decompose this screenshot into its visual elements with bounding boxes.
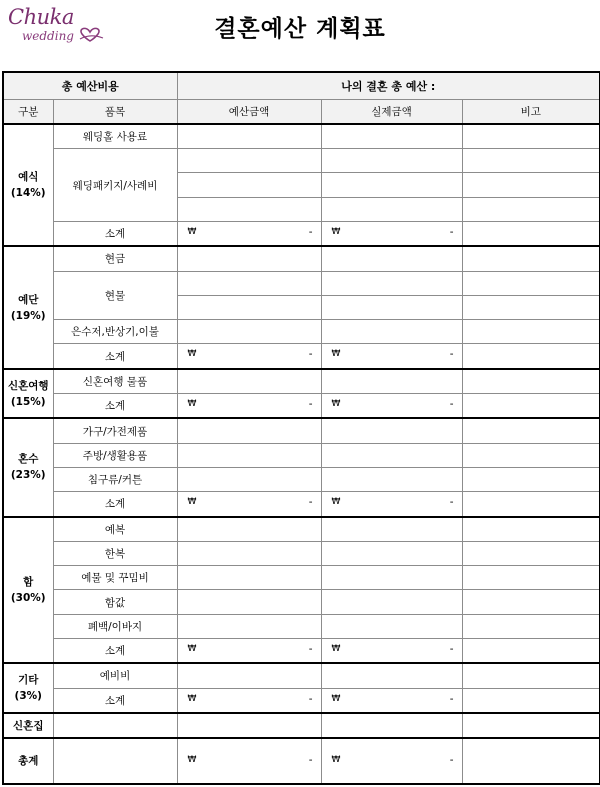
budget-table (2, 71, 600, 785)
actual-cell[interactable] (321, 467, 462, 491)
category-wedding-hall (3, 124, 53, 246)
amount-value: - (308, 225, 313, 238)
won-symbol: ₩ (187, 693, 197, 704)
amount-value: - (308, 348, 313, 361)
actual-cell[interactable] (321, 541, 462, 565)
note-cell[interactable] (462, 688, 600, 713)
budget-subtotal-cell[interactable] (177, 639, 321, 664)
won-symbol: ₩ (331, 693, 341, 704)
actual-cell[interactable] (321, 320, 462, 344)
budget-subtotal-cell[interactable] (177, 221, 321, 246)
note-cell[interactable] (462, 271, 600, 295)
actual-cell[interactable] (321, 149, 462, 173)
won-symbol: ₩ (331, 644, 341, 655)
won-symbol: ₩ (331, 755, 341, 766)
note-cell[interactable] (462, 639, 600, 664)
category-name: 예단 (18, 293, 39, 306)
category-percent: (30%) (10, 591, 46, 604)
actual-cell[interactable] (321, 566, 462, 590)
budget-subtotal-cell[interactable] (177, 344, 321, 369)
actual-cell[interactable] (321, 173, 462, 197)
note-cell[interactable] (462, 394, 600, 419)
budget-cell[interactable] (177, 149, 321, 173)
category-other (3, 663, 53, 713)
actual-cell[interactable] (321, 614, 462, 638)
col-actual: 실제금액 (321, 99, 462, 124)
amount-value: - (308, 692, 313, 705)
subtotal-label: 소계 (53, 639, 177, 664)
subtotal-label: 소계 (53, 688, 177, 713)
note-cell[interactable] (462, 467, 600, 491)
amount-value: - (308, 398, 313, 411)
budget-cell[interactable] (177, 369, 321, 394)
category-name: 혼수 (18, 453, 39, 466)
note-cell[interactable] (462, 590, 600, 614)
item-label: 폐백/이바지 (53, 614, 177, 638)
item-label: 함값 (53, 590, 177, 614)
actual-cell[interactable] (321, 713, 462, 738)
brand-name: Chuka (8, 5, 74, 29)
item-label: 예물 및 꾸밈비 (53, 566, 177, 590)
actual-subtotal-cell[interactable] (321, 492, 462, 517)
category-percent: (15%) (10, 395, 46, 408)
budget-cell[interactable] (177, 271, 321, 295)
amount-value: - (449, 398, 454, 411)
category-name: 예식 (18, 171, 39, 184)
won-symbol: ₩ (187, 349, 197, 360)
note-cell[interactable] (462, 149, 600, 173)
category-percent: (23%) (10, 469, 46, 482)
actual-cell[interactable] (321, 443, 462, 467)
item-cell[interactable] (53, 738, 177, 784)
won-symbol: ₩ (187, 399, 197, 410)
item-label: 신혼여행 물품 (53, 369, 177, 394)
subtotal-label: 소계 (53, 221, 177, 246)
item-label: 침구류/커튼 (53, 467, 177, 491)
col-note: 비고 (462, 99, 600, 124)
brand-subtitle: wedding (22, 29, 74, 43)
actual-subtotal-cell[interactable] (321, 688, 462, 713)
category-percent: (3%) (14, 690, 42, 703)
budget-cell[interactable] (177, 467, 321, 491)
won-symbol: ₩ (331, 349, 341, 360)
actual-subtotal-cell[interactable] (321, 394, 462, 419)
category-percent: (14%) (10, 187, 46, 200)
budget-subtotal-cell[interactable] (177, 492, 321, 517)
actual-cell[interactable] (321, 369, 462, 394)
category-name: 함 (23, 575, 34, 588)
category-ham (3, 517, 53, 664)
note-cell[interactable] (462, 295, 600, 319)
won-symbol: ₩ (187, 226, 197, 237)
item-label: 예복 (53, 517, 177, 542)
actual-cell[interactable] (321, 517, 462, 542)
amount-value: - (449, 225, 454, 238)
budget-cell[interactable] (177, 590, 321, 614)
item-label: 웨딩패키지/사례비 (53, 149, 177, 222)
subtotal-label: 소계 (53, 394, 177, 419)
amount-value: - (449, 496, 454, 509)
item-cell[interactable] (53, 713, 177, 738)
subtotal-label: 소계 (53, 344, 177, 369)
note-cell[interactable] (462, 246, 600, 271)
item-label: 현물 (53, 271, 177, 320)
budget-cell[interactable] (177, 517, 321, 542)
won-symbol: ₩ (187, 497, 197, 508)
budget-cell[interactable] (177, 173, 321, 197)
amount-value: - (308, 754, 313, 767)
budget-subtotal-cell[interactable] (177, 688, 321, 713)
my-budget-header: 나의 결혼 총 예산 : (177, 72, 600, 99)
category-name: 기타 (18, 674, 39, 687)
won-symbol: ₩ (187, 755, 197, 766)
budget-cell[interactable] (177, 418, 321, 443)
actual-cell[interactable] (321, 590, 462, 614)
amount-value: - (308, 496, 313, 509)
note-cell[interactable] (462, 517, 600, 542)
category-household (3, 418, 53, 516)
budget-cell[interactable] (177, 614, 321, 638)
actual-subtotal-cell[interactable] (321, 221, 462, 246)
actual-cell[interactable] (321, 418, 462, 443)
col-item: 품목 (53, 99, 177, 124)
note-cell[interactable] (462, 614, 600, 638)
budget-cell[interactable] (177, 443, 321, 467)
budget-total-cell[interactable] (177, 738, 321, 784)
note-cell[interactable] (462, 663, 600, 688)
note-cell[interactable] (462, 369, 600, 394)
budget-cell[interactable] (177, 320, 321, 344)
note-cell[interactable] (462, 221, 600, 246)
note-cell[interactable] (462, 443, 600, 467)
category-name: 신혼여행 (7, 379, 49, 392)
amount-value: - (449, 754, 454, 767)
item-label: 웨딩홀 사용료 (53, 124, 177, 149)
item-label: 예비비 (53, 663, 177, 688)
category-name: 총계 (18, 755, 39, 768)
note-cell[interactable] (462, 344, 600, 369)
col-category: 구분 (3, 99, 53, 124)
note-cell[interactable] (462, 738, 600, 784)
budget-cell[interactable] (177, 124, 321, 149)
won-symbol: ₩ (331, 497, 341, 508)
budget-cell[interactable] (177, 566, 321, 590)
note-cell[interactable] (462, 124, 600, 149)
note-cell[interactable] (462, 492, 600, 517)
budget-cell[interactable] (177, 713, 321, 738)
note-cell[interactable] (462, 541, 600, 565)
budget-cell[interactable] (177, 197, 321, 221)
item-label: 가구/가전제품 (53, 418, 177, 443)
note-cell[interactable] (462, 173, 600, 197)
item-label: 주방/생활용품 (53, 443, 177, 467)
actual-total-cell[interactable] (321, 738, 462, 784)
budget-subtotal-cell[interactable] (177, 394, 321, 419)
col-budget: 예산금액 (177, 99, 321, 124)
actual-cell[interactable] (321, 663, 462, 688)
budget-cell[interactable] (177, 541, 321, 565)
category-grand-total (3, 738, 53, 784)
item-label: 은수저,반상기,이불 (53, 320, 177, 344)
actual-subtotal-cell[interactable] (321, 344, 462, 369)
category-percent: (19%) (10, 309, 46, 322)
note-cell[interactable] (462, 197, 600, 221)
note-cell[interactable] (462, 566, 600, 590)
actual-cell[interactable] (321, 246, 462, 271)
note-cell[interactable] (462, 320, 600, 344)
actual-cell[interactable] (321, 197, 462, 221)
amount-value: - (308, 643, 313, 656)
subtotal-label: 소계 (53, 492, 177, 517)
page-title: 결혼예산 계획표 (214, 16, 386, 42)
category-gifts (3, 246, 53, 368)
category-new-home (3, 713, 53, 738)
amount-value: - (449, 348, 454, 361)
note-cell[interactable] (462, 418, 600, 443)
note-cell[interactable] (462, 713, 600, 738)
budget-cell[interactable] (177, 246, 321, 271)
won-symbol: ₩ (331, 226, 341, 237)
budget-cell[interactable] (177, 295, 321, 319)
amount-value: - (449, 692, 454, 705)
won-symbol: ₩ (187, 644, 197, 655)
total-cost-header: 총 예산비용 (3, 72, 177, 99)
item-label: 한복 (53, 541, 177, 565)
actual-cell[interactable] (321, 271, 462, 295)
won-symbol: ₩ (331, 399, 341, 410)
amount-value: - (449, 643, 454, 656)
actual-cell[interactable] (321, 124, 462, 149)
category-name: 신혼집 (13, 719, 44, 732)
actual-cell[interactable] (321, 295, 462, 319)
item-label: 현금 (53, 246, 177, 271)
actual-subtotal-cell[interactable] (321, 639, 462, 664)
category-honeymoon (3, 369, 53, 419)
budget-cell[interactable] (177, 663, 321, 688)
